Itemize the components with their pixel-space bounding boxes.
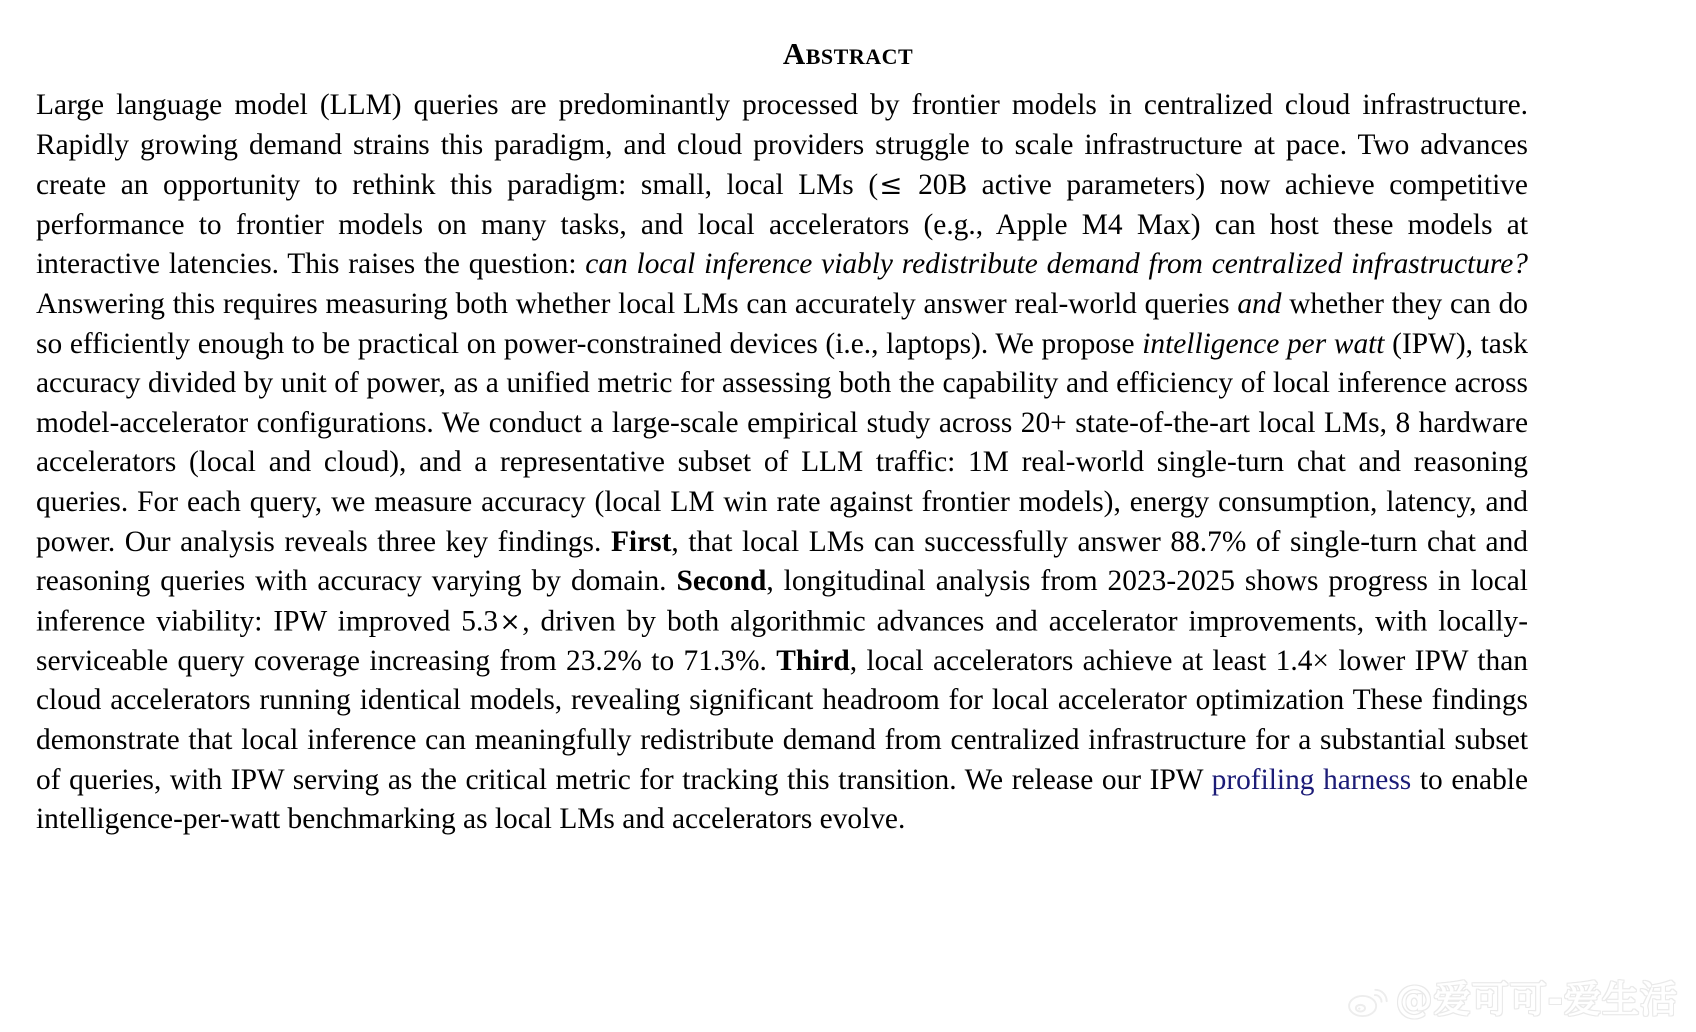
abstract-text-segment-4: whether they can do so efficiently enough to be practical on power-constrained devices (i.e., laptops). We propose bbox=[36, 287, 1529, 360]
less-than-or-equal-symbol: ≤ bbox=[879, 168, 903, 202]
abstract-bold-third: Third bbox=[776, 644, 850, 677]
abstract-bold-first: First bbox=[610, 525, 672, 558]
watermark-handle: @爱可可-爱生活 bbox=[1395, 977, 1678, 1021]
abstract-paragraph bbox=[36, 86, 1528, 840]
abstract-italic-question: can local inference viably redistribute demand from centralized infrastructure? bbox=[585, 248, 1528, 281]
page-title: Abstract bbox=[782, 36, 914, 71]
abstract-text-segment-9: , local accelerators achieve at least 1.4× lower IPW than cloud accelerators running identical models, revealing significant headroom for local accelerator optimization These findings demonstrate that local inference can meaningfully redistribute demand from centralized infrastructure for a substantial subset of queries, with IPW serving as the critical metric for tracking this transition. We release our IPW bbox=[36, 644, 1528, 796]
abstract-text-segment-1: Large language model (LLM) queries are predominantly processed by frontier models in centralized cloud infrastructure. Rapidly growing demand strains this paradigm, and cloud providers struggle to scale infrastructure at pace. Two advances create an opportunity to rethink this paradigm: small, local LMs ( bbox=[36, 89, 1528, 202]
abstract-italic-intelligence-per-watt: intelligence per watt bbox=[1142, 327, 1385, 360]
weibo-logo-icon bbox=[1346, 978, 1388, 1020]
profiling-harness-link[interactable]: profiling harness bbox=[1211, 763, 1412, 796]
abstract-bold-second: Second bbox=[676, 565, 767, 598]
abstract-text-segment-8: , driven by both algorithmic advances and accelerator improvements, with locally-serviceable query coverage increasing from 23.2% to 71.3%. bbox=[36, 605, 1529, 677]
abstract-text-segment-7: , longitudinal analysis from 2023-2025 shows progress in local inference viability: IPW improved 5.3 bbox=[36, 565, 1528, 638]
multiplication-symbol: × bbox=[499, 606, 521, 636]
abstract-italic-and: and bbox=[1237, 287, 1282, 320]
watermark bbox=[1346, 978, 1678, 1020]
abstract-text-segment-2: 20B active parameters) now achieve competitive performance to frontier models on many tasks, and local accelerators (e.g., Apple M4 Max) can host these models at interactive latencies. This raises the question: bbox=[36, 169, 1528, 281]
abstract-text-segment-10: to enable intelligence-per-watt benchmarking as local LMs and accelerators evolve. bbox=[36, 763, 1529, 836]
abstract-text-segment-6: , that local LMs can successfully answer 88.7% of single-turn chat and reasoning queries with accuracy varying by domain. bbox=[36, 525, 1528, 598]
abstract-text-segment-3: Answering this requires measuring both whether local LMs can accurately answer real-world queries bbox=[36, 287, 1238, 320]
abstract-text-segment-5: (IPW), task accuracy divided by unit of power, as a unified metric for assessing both the capability and efficiency of local inference across model-accelerator configurations. We conduct a large-scale empirical study across 20+ state-of-the-art local LMs, 8 hardware accelerators (local and cloud), and a representative subset of LLM traffic: 1M real-world single-turn chat and reasoning queries. For each query, we measure accuracy (local LM win rate against frontier models), energy consumption, latency, and power. Our analysis reveals three key findings. bbox=[36, 327, 1528, 558]
